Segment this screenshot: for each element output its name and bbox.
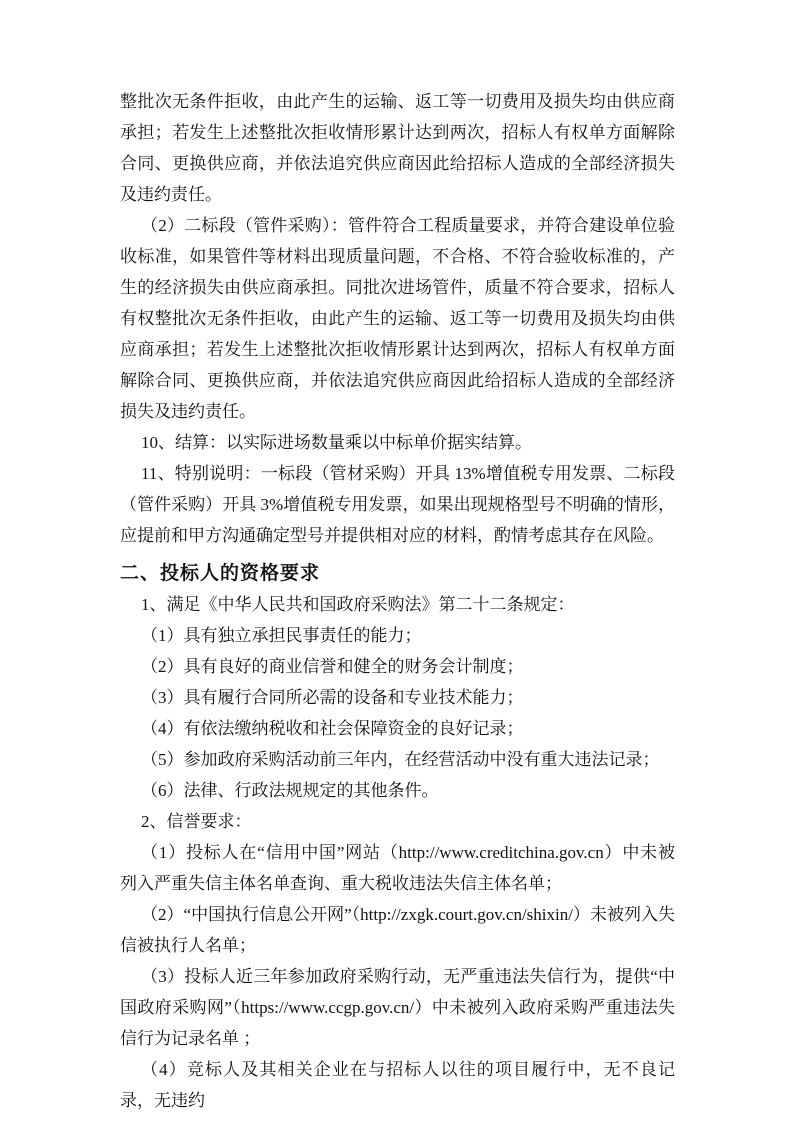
paragraph-batch-rejection-continuation: 整批次无条件拒收，由此产生的运输、返工等一切费用及损失均由供应商承担；若发生上述整批次拒收情形累计达到两次，招标人有权单方面解除合同、更换供应商，并依法追究供应商因此给招标人造成的全部经济损失及违约责任。 bbox=[120, 92, 675, 204]
paragraph-item-10-settlement: 10、结算：以实际进场数量乘以中标单价据实结算。 bbox=[141, 433, 532, 452]
document-content bbox=[120, 86, 675, 1116]
paragraph-qualification-1: （1）具有独立承担民事责任的能力； bbox=[141, 626, 422, 645]
paragraph-section2-pipe-fittings: （2）二标段（管件采购）：管件符合工程质量要求，并符合建设单位验收标准，如果管件等材料出现质量问题，不合格、不符合验收标准的，产生的经济损失由供应商承担。同批次进场管件，质量不符合要求，招标人有权整批次无条件拒收，由此产生的运输、返工等一切费用及损失均由供应商承担；若发生上述整批次拒收情形累计达到两次，招标人有权单方面解除合同、更换供应商，并依法追究供应商因此给招标人造成的全部经济损失及违约责任。 bbox=[120, 216, 675, 421]
section-heading-bidder-qualifications: 二、投标人的资格要求 bbox=[120, 563, 321, 584]
paragraph-credit-1-creditchina: （1）投标人在“信用中国”网站（http://www.creditchina.gov.cn）中未被列入严重失信主体名单查询、重大税收违法失信主体名单； bbox=[120, 843, 675, 893]
paragraph-credit-2-zxgk-court: （2）“中国执行信息公开网”（http://zxgk.court.gov.cn/shixin/）未被列入失信被执行人名单； bbox=[120, 905, 675, 955]
paragraph-item-11-special-note: 11、特别说明：一标段（管材采购）开具 13%增值税专用发票、二标段（管件采购）开具 3%增值税专用发票，如果出现规格型号不明确的情形，应提前和甲方沟通确定型号并提供相对应的材料，酌情考虑其存在风险。 bbox=[120, 464, 675, 545]
paragraph-credit-3-ccgp: （3）投标人近三年参加政府采购行动，无严重违法失信行为，提供“中国政府采购网”（https://www.ccgp.gov.cn/）中未被列入政府采购严重违法失信行为记录名单 ； bbox=[120, 967, 675, 1048]
paragraph-item-2-credit-requirements: 2、信誉要求： bbox=[141, 812, 252, 831]
paragraph-qualification-3: （3）具有履行合同所必需的设备和专业技术能力； bbox=[141, 688, 524, 707]
paragraph-qualification-4: （4）有依法缴纳税收和社会保障资金的良好记录； bbox=[141, 719, 524, 738]
paragraph-qualification-6: （6）法律、行政法规规定的其他条件。 bbox=[141, 781, 439, 800]
paragraph-item-1-law-article22: 1、满足《中华人民共和国政府采购法》第二十二条规定： bbox=[141, 595, 575, 614]
paragraph-qualification-2: （2）具有良好的商业信誉和健全的财务会计制度； bbox=[141, 657, 524, 676]
paragraph-qualification-5: （5）参加政府采购活动前三年内，在经营活动中没有重大违法记录； bbox=[141, 750, 660, 769]
paragraph-credit-4-past-performance: （4）竞标人及其相关企业在与招标人以往的项目履行中，无不良记录，无违约 bbox=[120, 1060, 675, 1110]
